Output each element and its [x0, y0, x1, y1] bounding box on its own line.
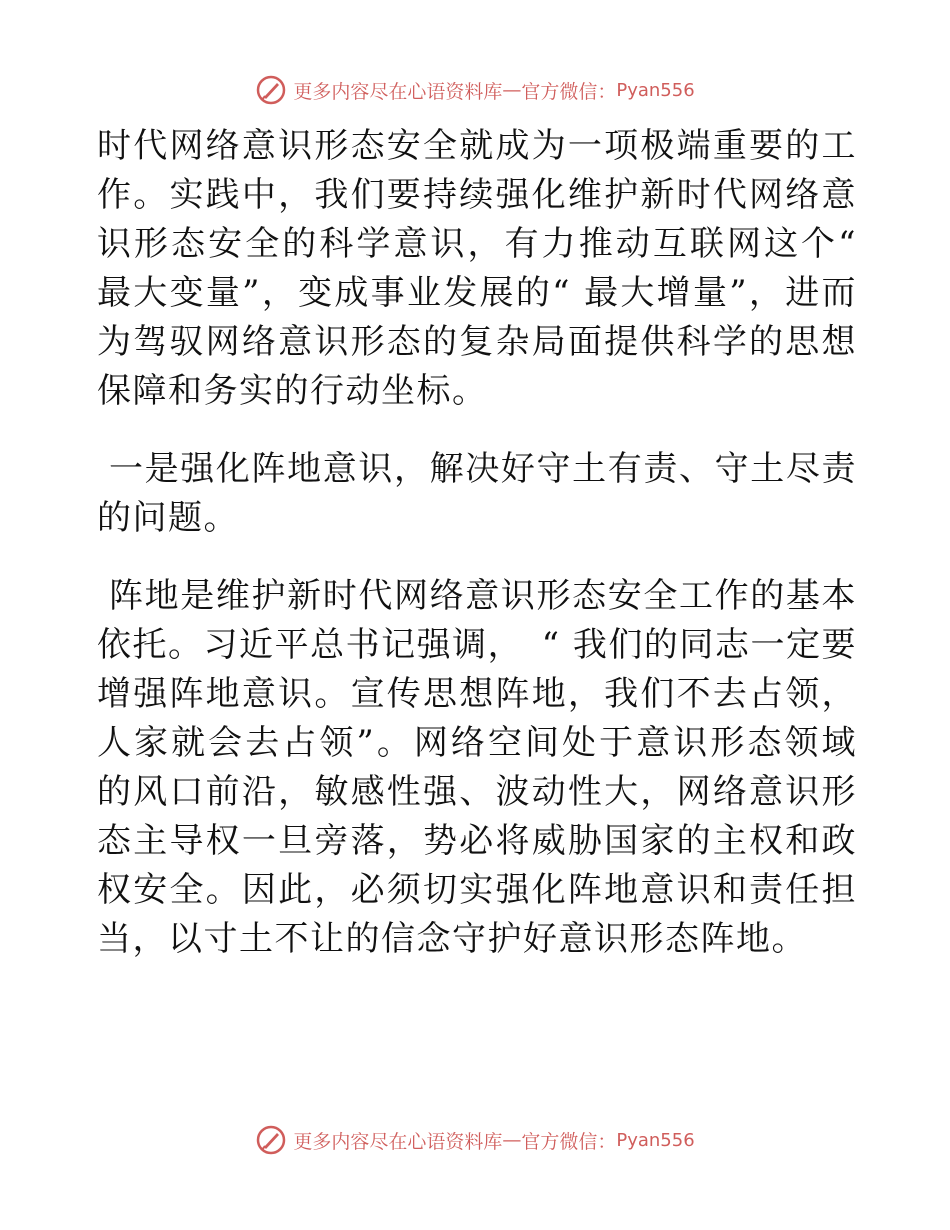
header-watermark — [0, 70, 950, 110]
watermark-separator: — — [502, 1129, 522, 1151]
document-body — [97, 122, 857, 964]
quill-pen-logo-icon — [255, 1124, 287, 1156]
watermark-text: 更多内容尽在心语资料库 — [293, 1130, 503, 1153]
footer-watermark — [0, 1120, 950, 1160]
quill-pen-logo-icon — [255, 74, 287, 106]
watermark-account-label: 官方微信： — [521, 80, 617, 103]
watermark-account-id: Pyan556 — [616, 79, 695, 101]
watermark-separator: — — [502, 79, 522, 101]
paragraph-3: 阵地是维护新时代网络意识形态安全工作的基本依托。习近平总书记强调， “ 我们的同志一定要增强阵地意识。宣传思想阵地，我们不去占领，人家就会去占领”。网络空间处于意识形态领域的风口前沿，敏感性强、波动性大，网络意识形态主导权一旦旁落，势必将威胁国家的主权和政权安全。因此，必须切实强化阵地意识和责任担当，以寸土不让的信念守护好意识形态阵地。 — [97, 576, 857, 959]
watermark-account-id: Pyan556 — [616, 1129, 695, 1151]
watermark-text: 更多内容尽在心语资料库 — [293, 80, 503, 103]
paragraph-2: 一是强化阵地意识，解决好守土有责、守土尽责的问题。 — [97, 449, 857, 538]
paragraph-1: 时代网络意识形态安全就成为一项极端重要的工作。实践中，我们要持续强化维护新时代网络意识形态安全的科学意识，有力推动互联网这个“ 最大变量”，变成事业发展的“ 最大增量”，进而为驾驭网络意识形态的复杂局面提供科学的思想保障和务实的行动坐标。 — [97, 126, 857, 411]
watermark-account-label: 官方微信： — [521, 1130, 617, 1153]
